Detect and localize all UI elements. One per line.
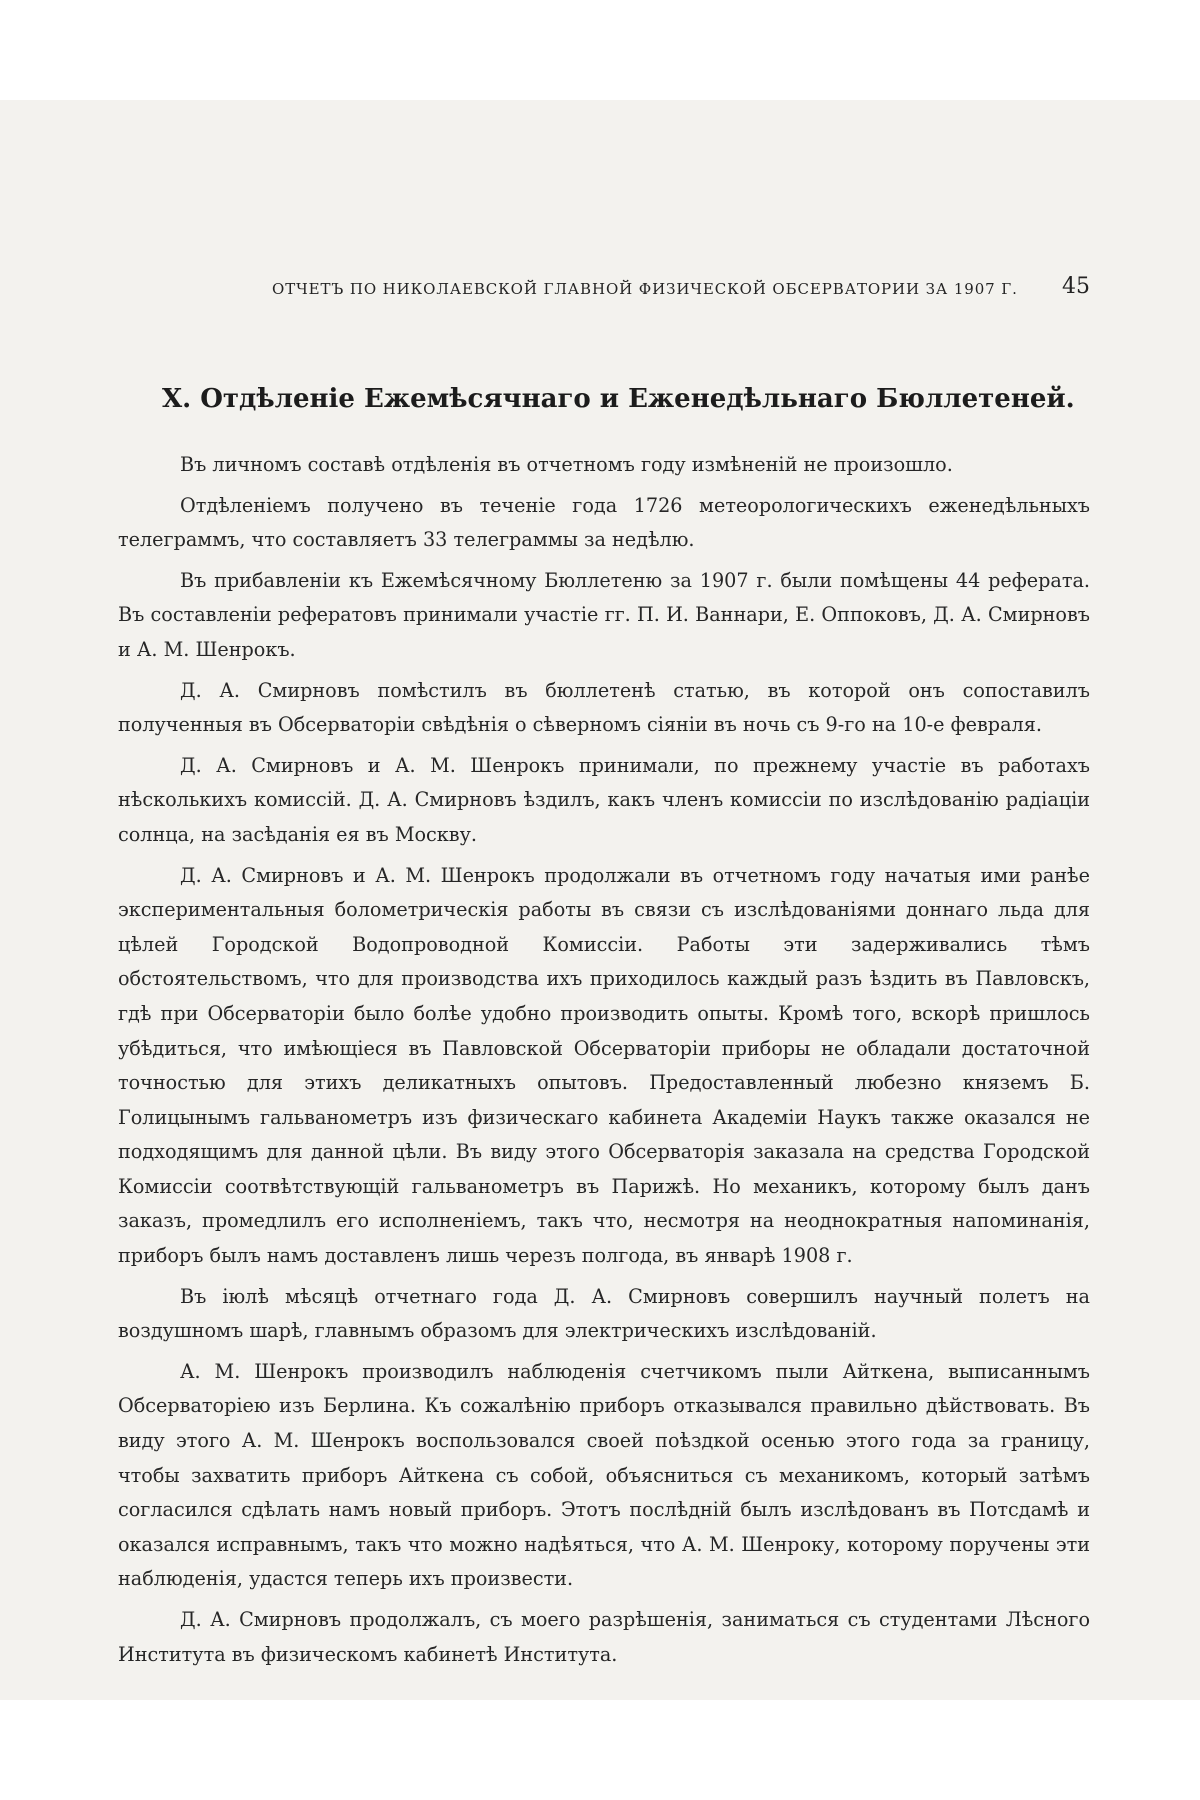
page-number: 45 [1062,274,1090,299]
paragraph: Д. А. Смирновъ и А. М. Шенрокъ принимали, по прежнему участіе въ работахъ нѣсколькихъ комиссій. Д. А. Смирновъ ѣздилъ, какъ членъ комиссіи по изслѣдованію радіаціи солнца, на засѣданія ея въ Москву. [118,753,1090,846]
paragraph: Въ прибавленіи къ Ежемѣсячному Бюллетеню за 1907 г. были помѣщены 44 реферата. Въ составленіи рефератовъ принимали участіе гг. П. И. Ваннари, Е. Оппоковъ, Д. А. Смирновъ и А. М. Шенрокъ. [118,568,1090,661]
paragraph: Въ іюлѣ мѣсяцѣ отчетнаго года Д. А. Смирновъ совершилъ научный полетъ на воздушномъ шарѣ, главнымъ образомъ для электрическихъ изслѣдованій. [118,1284,1090,1343]
paragraph: Д. А. Смирновъ и А. М. Шенрокъ продолжали въ отчетномъ году начатыя ими ранѣе экспериментальныя болометрическія работы въ связи съ изслѣдованіями доннаго льда для цѣлей Городской Водопроводной Комиссіи. Работы эти задерживались тѣмъ обстоятельствомъ, что для производства ихъ приходилось каждый разъ ѣздить въ Павловскъ, гдѣ при Обсерваторіи было болѣе удобно производить опыты. Кромѣ того, вскорѣ пришлось убѣдиться, что имѣющіеся въ Павловской Обсерваторіи приборы не обладали достаточной точностью для этихъ деликатныхъ опытовъ. Предоставленный любезно княземъ Б. Голицынымъ гальванометръ изъ физическаго кабинета Академіи Наукъ также оказался не подходящимъ для данной цѣли. Въ виду этого Обсерваторія заказала на средства Городской Комиссіи соотвѣтствующій гальванометръ въ Парижѣ. Но механикъ, которому былъ данъ заказъ, промедлилъ его исполненіемъ, такъ что, несмотря на неоднократныя напоминанія, приборъ былъ намъ доставленъ лишь черезъ полгода, въ январѣ 1908 г. [118,863,1090,1268]
section-title: X. Отдѣленіе Ежемѣсячнаго и Еженедѣльнаго Бюллетеней. [162,384,1075,414]
paragraph: Д. А. Смирновъ помѣстилъ въ бюллетенѣ статью, въ которой онъ сопоставилъ полученныя въ Обсерваторіи свѣдѣнія о сѣверномъ сіяніи въ ночь съ 9-го на 10-е февраля. [118,678,1090,737]
paragraph: Въ личномъ составѣ отдѣленія въ отчетномъ году измѣненій не произошло. [180,453,953,476]
body-text [118,448,1090,1678]
running-head: ОТЧЕТЪ ПО НИКОЛАЕВСКОЙ ГЛАВНОЙ ФИЗИЧЕСКОЙ ОБСЕРВАТОРИИ ЗА 1907 Г. [272,280,1018,298]
paragraph: Отдѣленіемъ получено въ теченіе года 1726 метеорологическихъ еженедѣльныхъ телеграммъ, что составляетъ 33 телеграммы за недѣлю. [118,493,1090,552]
book-page [0,100,1200,1700]
paragraph: Д. А. Смирновъ продолжалъ, съ моего разрѣшенія, заниматься съ студентами Лѣсного Института въ физическомъ кабинетѣ Института. [118,1608,1090,1666]
paragraph: А. М. Шенрокъ производилъ наблюденія счетчикомъ пыли Айткена, выписаннымъ Обсерваторіею изъ Берлина. Къ сожалѣнію приборъ отказывался правильно дѣйствовать. Въ виду этого А. М. Шенрокъ воспользовался своей поѣздкой осенью этого года за границу, чтобы захватить приборъ Айткена съ собой, объясниться съ механикомъ, который затѣмъ согласился сдѣлать намъ новый приборъ. Этотъ послѣдній былъ изслѣдованъ въ Потсдамѣ и оказался исправнымъ, такъ что можно надѣяться, что А. М. Шенроку, которому поручены эти наблюденія, удастся теперь ихъ произвести. [118,1359,1090,1591]
